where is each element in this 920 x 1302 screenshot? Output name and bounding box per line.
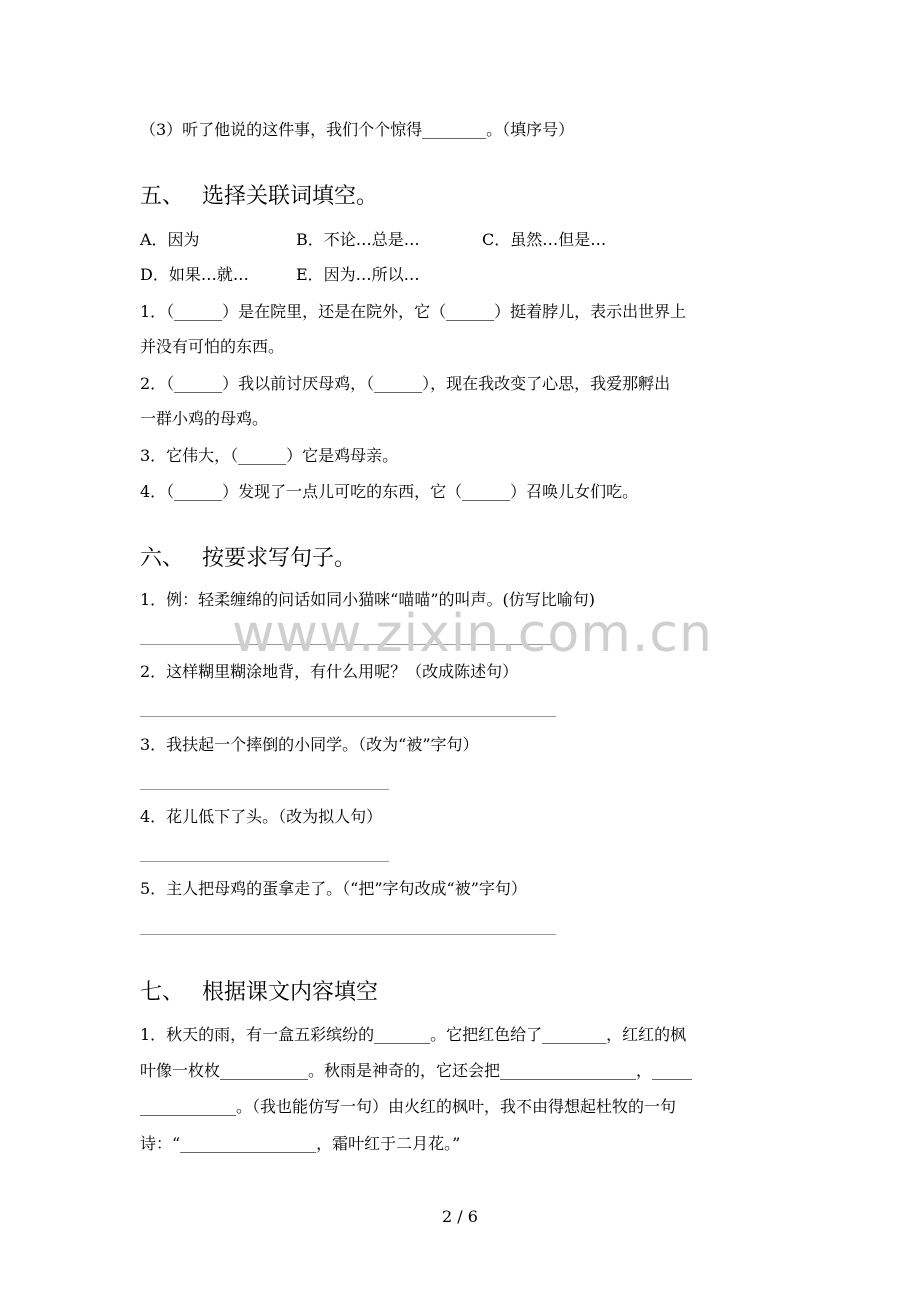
option-b: B．不论…总是… <box>296 230 420 249</box>
answer-line-5[interactable] <box>140 934 556 935</box>
section-7-heading <box>140 980 378 1006</box>
section-7-line-2: 叶像一枚枚___________。秋雨是神奇的，它还会把_________________，_____ <box>140 1061 693 1080</box>
option-d: D．如果…就… <box>140 265 249 284</box>
section-6-heading <box>140 546 356 572</box>
section-6-item-1: 1．例：轻柔缠绵的问话如同小猫咪“喵喵”的叫声。(仿写比喻句) <box>140 590 596 609</box>
answer-line-2[interactable] <box>140 716 556 717</box>
section-5-item-1-line-2: 并没有可怕的东西。 <box>140 337 285 356</box>
section-6-item-5: 5．主人把母鸡的蛋拿走了。（“把”字句改成“被”字句） <box>140 879 527 898</box>
section-6-item-4: 4．花儿低下了头。（改为拟人句） <box>140 807 383 826</box>
section-7-title: 根据课文内容填空 <box>202 980 379 1005</box>
option-c: C．虽然…但是… <box>482 230 607 249</box>
section-6-item-2: 2．这样糊里糊涂地背，有什么用呢？（改成陈述句） <box>140 662 519 681</box>
question-3-line: （3）听了他说的这件事，我们个个惊得________。（填序号） <box>140 120 575 139</box>
page-number: 2 / 6 <box>442 1207 478 1226</box>
section-5-item-3: 3．它伟大，（______）它是鸡母亲。 <box>140 446 399 465</box>
option-a: A．因为 <box>140 230 200 249</box>
section-6-number: 六、 <box>140 546 185 571</box>
section-5-item-4: 4．（______）发现了一点儿可吃的东西，它（______）召唤儿女们吃。 <box>140 482 639 501</box>
section-6-item-3: 3．我扶起一个摔倒的小同学。（改为“被”字句） <box>140 735 479 754</box>
section-7-line-3: ____________。（我也能仿写一句）由火红的枫叶，我不由得想起杜牧的一句 <box>140 1097 677 1116</box>
option-e: E．因为…所以… <box>296 265 420 284</box>
watermark: www.zixin.com.cn <box>232 604 713 664</box>
section-5-options-row-1 <box>140 230 606 250</box>
answer-line-3[interactable] <box>140 789 389 790</box>
section-7-number: 七、 <box>140 980 185 1005</box>
section-5-number: 五、 <box>140 184 185 209</box>
answer-line-4[interactable] <box>140 861 389 862</box>
section-5-title: 选择关联词填空。 <box>202 184 379 209</box>
section-5-item-1-line-1: 1．（______）是在院里，还是在院外，它（______）挺着脖儿，表示出世界上 <box>140 302 687 321</box>
section-5-item-2-line-1: 2．（______）我以前讨厌母鸡，（______），现在我改变了心思，我爱那孵出 <box>140 374 671 393</box>
section-7-line-1: 1．秋天的雨，有一盒五彩缤纷的_______。它把红色给了________，红红的枫 <box>140 1025 687 1044</box>
section-7-line-4: 诗：“_________________，霜叶红于二月花。” <box>140 1134 461 1153</box>
section-6-title: 按要求写句子。 <box>202 546 357 571</box>
section-5-heading <box>140 184 378 210</box>
section-5-options-row-2 <box>140 265 420 285</box>
section-5-item-2-line-2: 一群小鸡的母鸡。 <box>140 409 269 428</box>
